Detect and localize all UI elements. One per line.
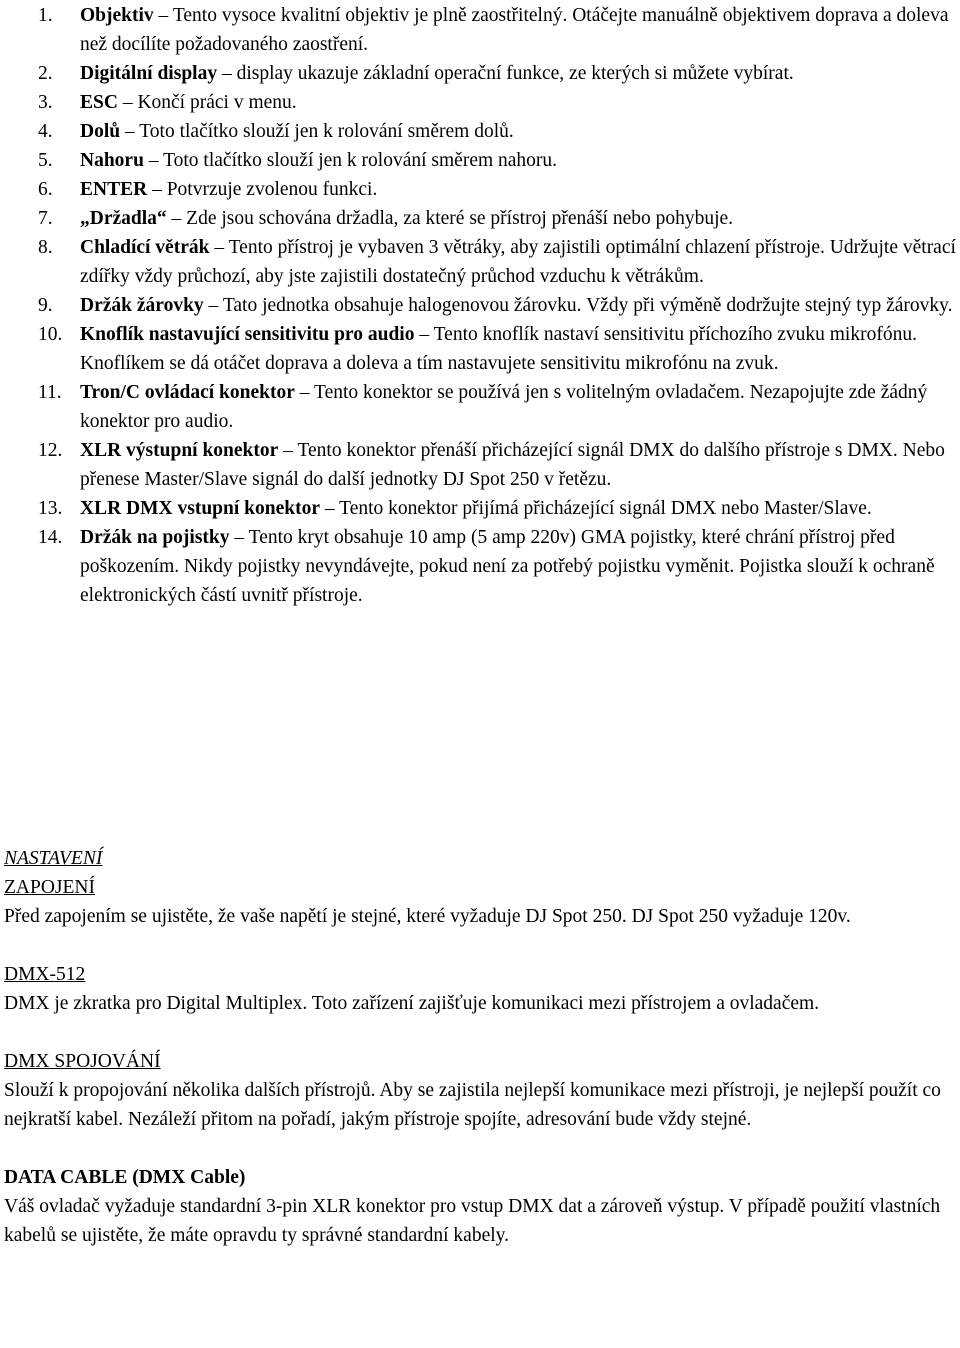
item-text: – Tento konektor se používá jen s volitelným ovladačem. Nezapojujte zde žádný konektor pro audio. (80, 382, 928, 432)
item-term: XLR DMX vstupní konektor (80, 498, 320, 519)
list-item (38, 1, 956, 59)
section-text-data-cable: Váš ovladač vyžaduje standardní 3-pin XLR konektor pro vstup DMX dat a zároveň výstup. V případě použití vlastních kabelů se ujistěte, že máte opravdu ty správné standardní kabely. (4, 1196, 941, 1246)
item-text: – Toto tlačítko slouží jen k rolování směrem dolů. (120, 121, 514, 142)
item-text: – Končí práci v menu. (117, 92, 297, 113)
item-text: – Toto tlačítko slouží jen k rolování směrem nahoru. (143, 150, 558, 171)
item-term: Digitální display (80, 63, 218, 84)
list-item (38, 494, 956, 523)
item-number: 9. (38, 295, 53, 316)
item-number: 12. (38, 440, 63, 461)
item-term: „Držadla“ (80, 208, 167, 229)
item-number: 13. (38, 498, 63, 519)
item-text: – Potvrzuje zvolenou funkci. (147, 179, 378, 200)
item-number: 4. (38, 121, 53, 142)
list-item (38, 175, 956, 204)
list-item (38, 320, 956, 378)
list-item (38, 117, 956, 146)
section-heading-dmx-spojovani: DMX SPOJOVÁNÍ (4, 1051, 161, 1072)
item-text: – Tato jednotka obsahuje halogenovou žárovku. Vždy při výměně dodržujte stejný typ žárovky. (203, 295, 953, 316)
item-number: 7. (38, 208, 53, 229)
item-term: Držák žárovky (80, 295, 204, 316)
spacer (4, 1018, 956, 1047)
item-number: 5. (38, 150, 53, 171)
item-term: Dolů (80, 121, 121, 142)
item-term: Držák na pojistky (80, 527, 230, 548)
item-number: 10. (38, 324, 63, 345)
item-text: – Tento konektor přijímá přicházející signál DMX nebo Master/Slave. (320, 498, 872, 519)
section-text-dmx512: DMX je zkratka pro Digital Multiplex. Toto zařízení zajišťuje komunikaci mezi přístrojem a ovladačem. (4, 993, 820, 1014)
list-item (38, 59, 956, 88)
item-number: 8. (38, 237, 53, 258)
item-number: 2. (38, 63, 53, 84)
feature-list (38, 1, 956, 610)
section-heading-dmx512: DMX-512 (4, 964, 86, 985)
item-text: – Tento kryt obsahuje 10 amp (5 amp 220v) GMA pojistky, které chrání přístroj před poškozením. Nikdy pojistky nevyndávejte, pokud není za potřebý pojistku vyměnit. Pojistka slouží k ochraně elektronických částí uvnitř přístroje. (80, 527, 935, 606)
spacer (4, 1134, 956, 1163)
section-text-zapojeni: Před zapojením se ujistěte, že vaše napětí je stejné, které vyžaduje DJ Spot 250. DJ Spot 250 vyžaduje 120v. (4, 906, 851, 927)
list-item (38, 436, 956, 494)
item-text: – display ukazuje základní operační funkce, ze kterých si můžete vybírat. (217, 63, 794, 84)
item-term: Objektiv (80, 5, 154, 26)
list-item (38, 146, 956, 175)
spacer (4, 931, 956, 960)
item-text: – Tento přístroj je vybaven 3 větráky, aby zajistili optimální chlazení přístroje. Udržujte větrací zdířky vždy průchozí, aby jste zajistili dostatečný průchod vzduchu k větrákům. (80, 237, 956, 287)
item-text: – Tento konektor přenáší přicházející signál DMX do dalšího přístroje s DMX. Nebo přenese Master/Slave signál do další jednotky DJ Spot 250 v řetězu. (80, 440, 945, 490)
item-term: Knoflík nastavující sensitivitu pro audio (80, 324, 415, 345)
list-item (38, 88, 956, 117)
item-number: 14. (38, 527, 63, 548)
section-text-dmx-spojovani: Slouží k propojování několika dalších přístrojů. Aby se zajistila nejlepší komunikace mezi přístroji, je nejlepší použít co nejkratší kabel. Nezáleží přitom na pořadí, jakým přístroje spojíte, adresování bude vždy stejné. (4, 1080, 941, 1130)
section-heading-data-cable: DATA CABLE (DMX Cable) (4, 1167, 246, 1188)
item-term: Tron/C ovládací konektor (80, 382, 295, 403)
item-term: ESC (80, 92, 118, 113)
section-heading-zapojeni: ZAPOJENÍ (4, 877, 95, 898)
item-text: – Tento vysoce kvalitní objektiv je plně zaostřitelný. Otáčejte manuálně objektivem doprava a doleva než docílíte požadovaného zaostření. (80, 5, 949, 55)
section-heading-nastaveni: NASTAVENÍ (4, 848, 103, 869)
item-number: 6. (38, 179, 53, 200)
item-term: Nahoru (80, 150, 144, 171)
item-term: XLR výstupní konektor (80, 440, 279, 461)
setup-sections (4, 844, 956, 1250)
list-item (38, 378, 956, 436)
item-text: – Zde jsou schována držadla, za které se přístroj přenáší nebo pohybuje. (166, 208, 734, 229)
list-item (38, 291, 956, 320)
list-item (38, 523, 956, 610)
list-item (38, 233, 956, 291)
item-text: – Tento knoflík nastaví sensitivitu příchozího zvuku mikrofónu. Knoflíkem se dá otáčet doprava a doleva a tím nastavujete sensitivitu mikrofónu na zvuk. (80, 324, 917, 374)
list-item (38, 204, 956, 233)
item-number: 11. (38, 382, 62, 403)
item-term: Chladící větrák (80, 237, 210, 258)
item-number: 1. (38, 5, 53, 26)
item-term: ENTER (80, 179, 148, 200)
item-number: 3. (38, 92, 53, 113)
